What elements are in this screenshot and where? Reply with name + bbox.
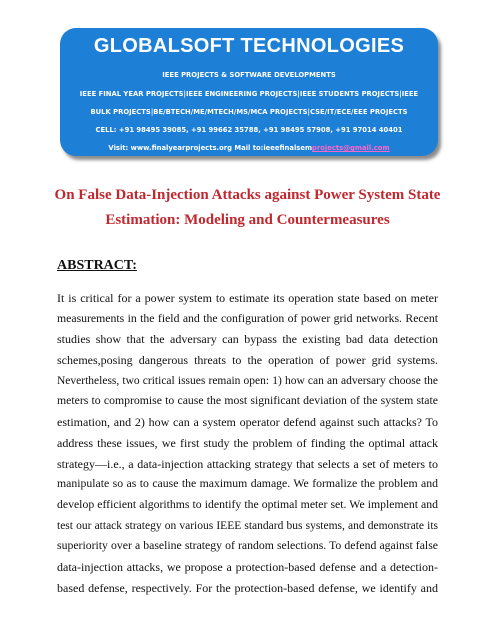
email-link[interactable]: projects@gmail.com bbox=[312, 144, 390, 152]
title-line-1: On False Data-Injection Attacks against Power System State bbox=[54, 187, 441, 203]
visit-text: Visit: www.finalyearprojects.org Mail to:ieeefinalsem bbox=[108, 144, 313, 152]
paper-title bbox=[30, 183, 465, 233]
abstract-line: data-injection attacks, we propose a protection-based defense and a detection- bbox=[57, 559, 438, 574]
abstract-line: develop efficient algorithms to identify the optimal meter set. We implement and bbox=[57, 497, 438, 511]
abstract-line: manipulate so as to cause the maximum damage. We formalize the problem and bbox=[57, 477, 438, 491]
phone-numbers: CELL: +91 98495 39085, +91 99662 35788, +91 98495 57908, +91 97014 40401 bbox=[95, 126, 403, 134]
abstract-line: estimation, and 2) how can a system operator defend against such attacks? To bbox=[57, 415, 438, 430]
abstract-heading: ABSTRACT: bbox=[57, 258, 137, 273]
tagline: IEEE PROJECTS & SOFTWARE DEVELOPMENTS bbox=[162, 71, 336, 79]
abstract-line: meters to compromise to cause the most significant deviation of the system state bbox=[57, 394, 438, 408]
abstract-line: schemes,posing dangerous threats to the operation of power grid systems. bbox=[57, 353, 438, 368]
abstract-line: It is critical for a power system to estimate its operation state based on meter bbox=[57, 291, 438, 305]
abstract-line: address these issues, we first study the problem of finding the optimal attack bbox=[57, 435, 438, 450]
header-banner bbox=[60, 28, 438, 156]
abstract-line: studies show that the adversary can bypass the existing bad data detection bbox=[57, 332, 438, 347]
title-line-2: Estimation: Modeling and Countermeasures bbox=[105, 212, 390, 228]
abstract-line: superiority over a baseline strategy of random selections. To defend against false bbox=[57, 539, 438, 553]
abstract-line: Nevertheless, two critical issues remain open: 1) how can an adversary choose the bbox=[57, 374, 438, 387]
projects-line: IEEE FINAL YEAR PROJECTS|IEEE ENGINEERING PROJECTS|IEEE STUDENTS PROJECTS|IEEE bbox=[79, 90, 419, 98]
abstract-line: measurements in the field and the configuration of power grid networks. Recent bbox=[57, 311, 438, 325]
abstract-body bbox=[57, 288, 438, 598]
abstract-line: based defense, respectively. For the protection-based defense, we identify and bbox=[57, 580, 438, 595]
company-name: GLOBALSOFT TECHNOLOGIES bbox=[93, 35, 405, 57]
bulk-projects-line: BULK PROJECTS|BE/BTECH/ME/MTECH/MS/MCA PROJECTS|CSE/IT/ECE/EEE PROJECTS bbox=[90, 108, 408, 116]
abstract-line: test our attack strategy on various IEEE standard bus systems, and demonstrate its bbox=[57, 519, 438, 532]
abstract-line: strategy—i.e., a data-injection attacking strategy that selects a set of meters to bbox=[57, 456, 438, 471]
contact-line bbox=[60, 144, 438, 152]
